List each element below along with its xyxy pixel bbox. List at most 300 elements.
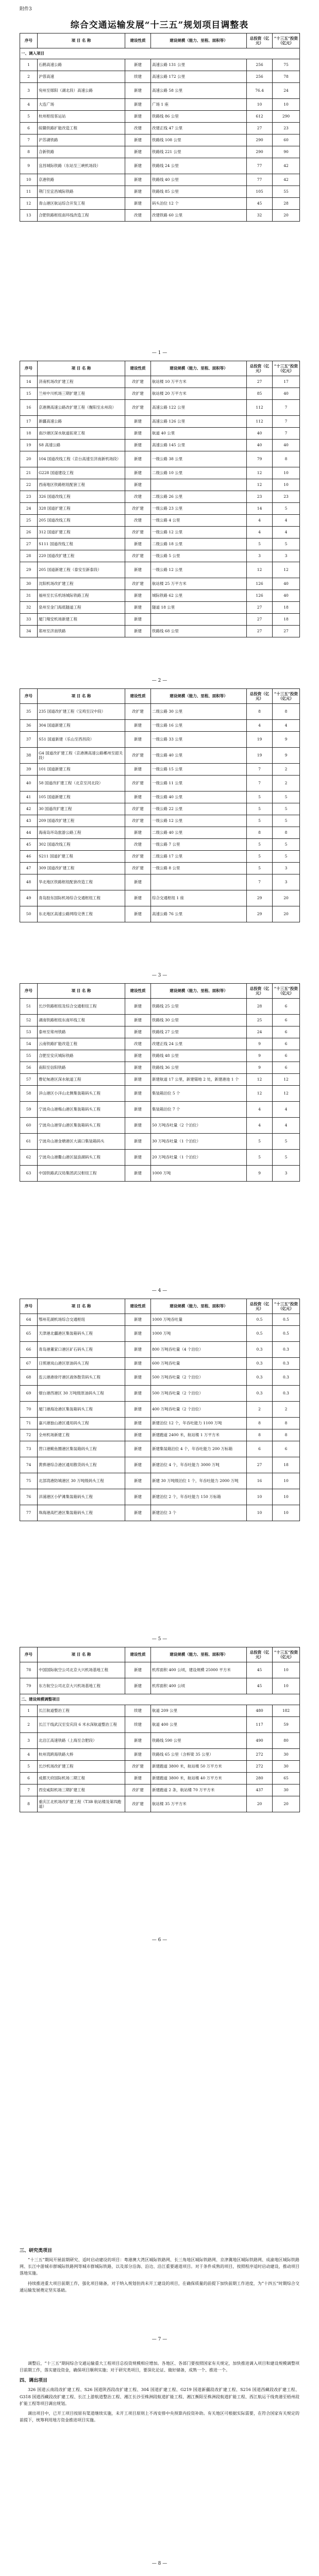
table-row	[20, 1418, 300, 1429]
row-plan: 4	[273, 720, 300, 732]
row-scale: 一级公路 8 公里	[151, 863, 247, 874]
row-seq: 69	[20, 1386, 38, 1402]
row-seq: 44	[20, 827, 38, 839]
section-title: 一、调入项目	[20, 48, 300, 59]
row-scale: 新建泊位 2 个，年吞吐能力 150 万标箱	[151, 1489, 247, 1505]
row-nature: 新建	[125, 111, 151, 123]
table-row	[20, 1326, 300, 1342]
table-row	[20, 1662, 300, 1678]
table-row	[20, 578, 300, 590]
row-scale: 铁路线 86 公里	[151, 111, 247, 123]
table-row	[20, 764, 300, 776]
table-row	[20, 1134, 300, 1150]
row-total: 12	[247, 562, 273, 578]
row-plan: 182	[273, 1705, 300, 1717]
row-scale: 高速公路 122 公里	[151, 400, 247, 416]
row-nature: 新建	[125, 1086, 151, 1102]
table-row	[20, 467, 300, 479]
row-plan: 18	[273, 602, 300, 614]
row-seq: 27	[20, 538, 38, 550]
row-name: 日照港岚山港区原油码头工程	[38, 1358, 125, 1370]
row-plan: 42	[273, 158, 300, 174]
row-nature: 新建	[125, 1102, 151, 1118]
table-row	[20, 602, 300, 614]
table-row	[20, 83, 300, 99]
row-total: 4	[247, 515, 273, 527]
row-nature: 新建	[125, 1773, 151, 1784]
row-total: 10	[247, 1489, 273, 1505]
table-row	[20, 792, 300, 803]
row-total: 7	[247, 874, 273, 890]
row-plan: 8	[273, 704, 300, 720]
header-nature: 建设性质	[125, 984, 151, 999]
row-scale: 新建泊位 4 个，年吞吐能力 3000 万吨	[151, 1457, 247, 1473]
row-name: 厦门翔安机场新建工程	[38, 614, 125, 626]
row-plan: 3	[273, 863, 300, 874]
row-plan: 12	[273, 562, 300, 578]
row-nature: 新建	[125, 1418, 151, 1429]
row-nature: 改扩建	[125, 1761, 151, 1773]
row-total: 23	[247, 491, 273, 503]
row-scale: 高速公路 172 公里	[151, 71, 247, 83]
row-total: 8	[247, 1429, 273, 1441]
row-seq: 1	[20, 1705, 38, 1717]
row-name: 东北地区高速公路网络完善工程	[38, 906, 125, 922]
table-row	[20, 1386, 300, 1402]
row-seq: 45	[20, 839, 38, 851]
row-scale: 二级公路 18 公里	[151, 538, 247, 550]
header-plan: “十三五”投资（亿元）	[273, 33, 300, 48]
notes-paragraph-2: 调出项目中，已开工项目按原有渠道继续实施，未开工项目原则上不再安排中央预算内投资补助。有关地区可根据实际需要，在符合国家有关规定的前提下，统筹利用地方资金推进项目实施。	[20, 2411, 299, 2423]
row-scale: 新建泊位 3 个	[151, 1505, 247, 1521]
row-seq: 10	[20, 174, 38, 186]
project-table	[20, 1647, 300, 1812]
row-seq: 66	[20, 1342, 38, 1358]
row-seq: 2	[20, 71, 38, 83]
row-scale: 码头泊位 12 个	[151, 198, 247, 210]
row-name: 京港澳高速公路改扩建工程（衡阳至永州段）	[38, 400, 125, 416]
row-seq: 71	[20, 1418, 38, 1429]
table-row	[20, 1038, 300, 1050]
row-seq: 8	[20, 146, 38, 158]
row-nature: 新建	[125, 1062, 151, 1074]
row-total: 76.4	[247, 83, 273, 99]
row-name: 西南地区铁路枢纽配套工程	[38, 479, 125, 491]
header-seq: 序号	[20, 689, 38, 704]
row-total: 5	[247, 792, 273, 803]
row-seq: 5	[20, 111, 38, 123]
row-name: 326 国道改线工程	[38, 491, 125, 503]
row-total: 27	[247, 1457, 273, 1473]
row-seq: 32	[20, 602, 38, 614]
page-number: — 4 —	[152, 1288, 167, 1293]
row-scale: 30 万吨吞吐量（1 个泊位）	[151, 1134, 247, 1150]
row-seq: 76	[20, 1489, 38, 1505]
table-row	[20, 1429, 300, 1441]
row-seq: 4	[20, 1749, 38, 1761]
row-total: 12	[247, 1074, 273, 1086]
row-nature: 改扩建	[125, 776, 151, 792]
row-name: 兰州中川机场三期扩建工程	[38, 388, 125, 400]
row-name: 328 国道扩建工程	[38, 503, 125, 515]
row-nature: 新建	[125, 440, 151, 451]
row-scale: 一级公路 4 公里	[151, 515, 247, 527]
row-plan: 5	[273, 803, 300, 815]
row-name: 珠海港高栏港区集装箱码头工程	[38, 1505, 125, 1521]
header-total: 总投资（亿元）	[247, 33, 273, 48]
row-seq: 43	[20, 815, 38, 827]
table-row	[20, 174, 300, 186]
row-scale: 铁路线 85 公里	[151, 186, 247, 198]
row-scale: 集装箱泊位 5 个	[151, 1086, 247, 1102]
header-scale: 建设规模（能力、里程、面积等）	[151, 361, 247, 376]
row-plan: 6	[273, 1441, 300, 1457]
row-total: 5	[247, 538, 273, 550]
row-seq: 60	[20, 1118, 38, 1134]
row-seq: 64	[20, 1314, 38, 1326]
row-seq: 73	[20, 1441, 38, 1457]
row-scale: 铁路线 590 公里	[151, 1733, 247, 1749]
project-table	[20, 361, 300, 637]
row-seq: 56	[20, 1062, 38, 1074]
table-row	[20, 827, 300, 839]
row-scale: 新建跑道 3800 米，航站楼 40 万平方米	[151, 1773, 247, 1784]
row-plan: 30	[273, 1749, 300, 1761]
table-row	[20, 388, 300, 400]
row-seq: 3	[20, 1733, 38, 1749]
row-total: 4	[247, 1118, 273, 1134]
row-scale: 二级公路 26 公里	[151, 491, 247, 503]
row-plan: 20	[273, 1796, 300, 1812]
row-total: 105	[247, 186, 273, 198]
table-row	[20, 1370, 300, 1386]
row-plan: 30	[273, 1761, 300, 1773]
row-name: 209 国道改扩建工程	[38, 815, 125, 827]
header-scale: 建设规模（能力、里程、面积等）	[151, 1299, 247, 1314]
row-name: 沪蓉高速	[38, 71, 125, 83]
row-seq: 11	[20, 186, 38, 198]
row-name: 烟台港西港区 30 万吨级原油码头工程	[38, 1386, 125, 1402]
row-plan: 17	[273, 376, 300, 388]
row-total: 9	[247, 1062, 273, 1074]
row-name: 312 国道扩建工程	[38, 527, 125, 538]
row-total: 85	[247, 388, 273, 400]
table-row	[20, 1314, 300, 1326]
header-scale: 建设规模（能力、里程、面积等）	[151, 689, 247, 704]
row-total: 0.3	[247, 1386, 273, 1402]
row-name: 黄骅港综合港区通用散货码头工程	[38, 1457, 125, 1473]
row-name: 湖南铁路枢纽东南环线工程	[38, 1015, 125, 1026]
row-scale: 一级公路 11 公里	[151, 776, 247, 792]
project-table	[20, 1299, 300, 1521]
row-total: 25	[247, 1015, 273, 1026]
row-plan: 7	[273, 400, 300, 416]
table-row	[20, 851, 300, 863]
row-name: 青山港区航运综合开发工程	[38, 198, 125, 210]
row-nature: 新建	[125, 186, 151, 198]
row-nature: 续建	[125, 71, 151, 83]
row-plan: 2	[273, 776, 300, 792]
row-seq: 14	[20, 376, 38, 388]
notes-paragraph-1: 326 国道云南段改扩建工程、S26 国道陕西段改扩建工程、304 国道扩建工程、G219 国道新疆段改扩建工程、S216 国道西藏段改扩建工程、G318 国道西藏段改扩建工程、长江上游航道整治工程、湘江长沙至株洲段航道扩能工程、湘江衡阳至株洲段航道扩能工程、西江航运干线贵港至梧州段扩能工程等项目调出规划。	[20, 2387, 299, 2406]
section-row	[20, 1694, 300, 1705]
row-plan: 10	[273, 99, 300, 111]
row-name: 中国铁路武汉局集团武汉枢纽工程	[38, 1166, 125, 1182]
table-row	[20, 1342, 300, 1358]
row-scale: 城际铁路 62 公里	[151, 590, 247, 602]
row-total: 45	[247, 1678, 273, 1694]
row-scale: 铁路线 68 公里	[151, 626, 247, 637]
row-total: 126	[247, 590, 273, 602]
row-plan: 20	[273, 906, 300, 922]
header-seq: 序号	[20, 33, 38, 48]
row-scale: 800 万吨吞吐量（4 个泊位）	[151, 1342, 247, 1358]
row-nature: 改扩建	[125, 527, 151, 538]
row-scale: 改建铁路 60 公里	[151, 210, 247, 222]
row-nature: 新建	[125, 1749, 151, 1761]
row-scale: 一级公路 33 公里	[151, 732, 247, 748]
row-name: 宁波舟山港穿山港区集装箱码头工程	[38, 1118, 125, 1134]
row-total: 126	[247, 578, 273, 590]
header-total: 总投资（亿元）	[247, 1647, 273, 1662]
row-seq: 7	[20, 1784, 38, 1796]
row-nature: 新建	[125, 906, 151, 922]
row-scale: 高速公路 76 公里	[151, 906, 247, 922]
row-plan: 6	[273, 1015, 300, 1026]
row-nature: 新建	[125, 1015, 151, 1026]
row-nature: 新建	[125, 999, 151, 1015]
row-seq: 6	[20, 1773, 38, 1784]
row-nature: 新建	[125, 1314, 151, 1326]
row-plan: 290	[273, 111, 300, 123]
table-row	[20, 515, 300, 527]
row-nature: 新建	[125, 1733, 151, 1749]
row-name: 北部湾港防城港区 30 万吨级码头工程	[38, 1473, 125, 1489]
row-total: 19	[247, 732, 273, 748]
row-scale: 20 万吨吞吐量（1 个泊位）	[151, 1150, 247, 1166]
row-seq: 61	[20, 1134, 38, 1150]
row-total: 27	[247, 602, 273, 614]
row-scale: 铁路线 24 公里	[151, 158, 247, 174]
row-nature: 改扩建	[125, 863, 151, 874]
header-total: 总投资（亿元）	[247, 689, 273, 704]
row-seq: 55	[20, 1050, 38, 1062]
research-heading: 三、研究类项目	[20, 2248, 53, 2253]
row-plan: 0.5	[273, 1314, 300, 1326]
row-seq: 39	[20, 764, 38, 776]
row-plan: 5	[273, 503, 300, 515]
table-row	[20, 210, 300, 222]
row-total: 0.5	[247, 1314, 273, 1326]
row-scale: 航站楼 35 万平方米	[151, 1796, 247, 1812]
row-total: 256	[247, 71, 273, 83]
row-total: 16	[247, 1473, 273, 1489]
project-table	[20, 33, 300, 222]
row-name: 104 国道改线工程（京台高速至济南新机场段）	[38, 451, 125, 467]
row-nature: 新建	[125, 1074, 151, 1086]
header-scale: 建设规模（能力、里程、面积等）	[151, 1647, 247, 1662]
row-plan: 5	[273, 1134, 300, 1150]
row-nature: 改扩建	[125, 578, 151, 590]
row-plan: 2	[273, 764, 300, 776]
row-total: 9	[247, 1038, 273, 1050]
row-name: 南阳至信阳铁路	[38, 1062, 125, 1074]
row-nature: 改扩建	[125, 503, 151, 515]
row-total: 77	[247, 158, 273, 174]
row-nature: 新建	[125, 158, 151, 174]
row-scale: 新建集装箱泊位 4 个，年吞吐能力 200 万标箱	[151, 1441, 247, 1457]
row-plan: 8	[273, 451, 300, 467]
header-name: 项 目 名 称	[38, 1299, 125, 1314]
row-plan: 78	[273, 71, 300, 83]
row-seq: 77	[20, 1505, 38, 1521]
row-nature: 新建	[125, 1342, 151, 1358]
row-nature: 新建	[125, 1473, 151, 1489]
table-row	[20, 1015, 300, 1026]
row-plan: 12	[273, 1086, 300, 1102]
row-nature: 改扩建	[125, 1796, 151, 1812]
row-nature: 新建	[125, 764, 151, 776]
row-total: 272	[247, 1749, 273, 1761]
row-plan: 18	[273, 614, 300, 626]
row-nature: 新建	[125, 890, 151, 906]
row-total: 27	[247, 376, 273, 388]
row-seq: 38	[20, 748, 38, 764]
header-plan: “十三五”投资（亿元）	[273, 1647, 300, 1662]
row-total: 8	[247, 827, 273, 839]
row-plan: 8	[273, 827, 300, 839]
row-total: 32	[247, 210, 273, 222]
row-seq: 33	[20, 614, 38, 626]
row-nature: 新建	[125, 1358, 151, 1370]
row-plan: 8	[273, 1429, 300, 1441]
row-name: 新疆高速公路	[38, 416, 125, 428]
table-row	[20, 906, 300, 922]
header-seq: 序号	[20, 361, 38, 376]
table-row	[20, 1473, 300, 1489]
table-row	[20, 1717, 300, 1733]
row-plan: 40	[273, 578, 300, 590]
row-nature: 改扩建	[125, 704, 151, 720]
row-seq: 24	[20, 503, 38, 515]
row-name: 58 国道改扩建工程（北京至河北段）	[38, 776, 125, 792]
table-row	[20, 863, 300, 874]
row-nature: 新建	[125, 1402, 151, 1418]
row-nature: 改建	[125, 491, 151, 503]
row-seq: 34	[20, 626, 38, 637]
row-seq: 2	[20, 1717, 38, 1733]
row-nature: 新建	[125, 1386, 151, 1402]
row-nature: 新建	[125, 416, 151, 428]
row-name: 30 国道改扩建工程	[38, 803, 125, 815]
notes-heading: 四、调出项目	[20, 2378, 48, 2384]
row-seq: 70	[20, 1402, 38, 1418]
row-plan: 6	[273, 1038, 300, 1050]
research-paragraph-2: 持续推进重大项目前期工作，强化项目储备，对于纳入规划但尚未开工建设的项目，在确保质量的前提下加快前期工作进度，为“十四五”时期综合交通运输发展奠定坚实基础。	[20, 2281, 299, 2293]
row-nature: 新建	[125, 1678, 151, 1694]
header-name: 项 目 名 称	[38, 1647, 125, 1662]
row-seq: 30	[20, 578, 38, 590]
table-row	[20, 1086, 300, 1102]
row-seq: 17	[20, 416, 38, 428]
row-scale: 50 万吨吞吐量（2 个泊位）	[151, 1118, 247, 1134]
row-nature: 新建	[125, 428, 151, 440]
row-scale: 600 万吨吞吐量	[151, 1358, 247, 1370]
table-row	[20, 1678, 300, 1694]
row-scale: 高速公路 126 公里	[151, 416, 247, 428]
row-nature: 续建	[125, 1705, 151, 1717]
row-plan: 12	[273, 1074, 300, 1086]
row-name: S111 国道改线工程	[38, 538, 125, 550]
row-total: 29	[247, 890, 273, 906]
row-scale: 1000 万吨吞吐量	[151, 1314, 247, 1326]
row-seq: 19	[20, 440, 38, 451]
row-name: 皖赣铁路扩能改造工程	[38, 123, 125, 134]
row-plan: 6	[273, 1026, 300, 1038]
row-seq: 46	[20, 851, 38, 863]
row-plan: 23	[273, 491, 300, 503]
row-name: 洋浦港区小铲滩集装箱码头工程	[38, 1489, 125, 1505]
row-nature: 新建	[125, 1150, 151, 1166]
header-nature: 建设性质	[125, 33, 151, 48]
row-seq: 40	[20, 776, 38, 792]
row-seq: 67	[20, 1358, 38, 1370]
table-page	[20, 983, 299, 1182]
row-plan: 3	[273, 1166, 300, 1182]
row-total: 5	[247, 839, 273, 851]
row-nature: 改扩建	[125, 815, 151, 827]
row-scale: 1000 万吨	[151, 1326, 247, 1342]
row-seq: 12	[20, 198, 38, 210]
row-total: 19	[247, 748, 273, 764]
row-name: 大连广场	[38, 99, 125, 111]
row-scale	[151, 614, 247, 626]
row-scale: 新建航道 17 公里，新建锚地 2 处，新建港池 1 个	[151, 1074, 247, 1086]
row-seq: 35	[20, 704, 38, 720]
table-row	[20, 590, 300, 602]
row-total: 40	[247, 440, 273, 451]
row-scale: 改建正线 47 公里	[151, 123, 247, 134]
row-seq: 6	[20, 123, 38, 134]
row-plan: 30	[273, 1784, 300, 1796]
row-seq: 53	[20, 1026, 38, 1038]
row-total: 5	[247, 1150, 273, 1166]
row-total: 290	[247, 146, 273, 158]
row-plan: 4	[273, 1102, 300, 1118]
row-name: 宁波舟山港梅山港区集装箱码头工程	[38, 1102, 125, 1118]
row-nature: 新建	[125, 99, 151, 111]
row-name: 华北地区铁路枢纽配套改造工程	[38, 874, 125, 890]
row-seq: 29	[20, 562, 38, 578]
table-row	[20, 198, 300, 210]
row-name: 营口港鲅鱼圈港区集装箱码头工程	[38, 1441, 125, 1457]
row-name: 宁波舟山港衢山港区鼠浪湖码头工程	[38, 1150, 125, 1166]
row-scale: 航站楼 10 万平方米	[151, 376, 247, 388]
row-plan: 8	[273, 1418, 300, 1429]
row-scale: 集装箱泊位 7 个	[151, 1102, 247, 1118]
row-nature: 新建	[125, 1441, 151, 1457]
row-name: 鄂州花湖机场综合交通枢纽	[38, 1314, 125, 1326]
row-seq: 41	[20, 792, 38, 803]
row-seq: 5	[20, 1761, 38, 1773]
row-total: 77	[247, 174, 273, 186]
row-seq: 78	[20, 1662, 38, 1678]
row-plan: 5	[273, 839, 300, 851]
row-plan: 75	[273, 59, 300, 71]
row-nature: 新建	[125, 59, 151, 71]
row-seq: 63	[20, 1166, 38, 1182]
row-seq: 68	[20, 1370, 38, 1386]
